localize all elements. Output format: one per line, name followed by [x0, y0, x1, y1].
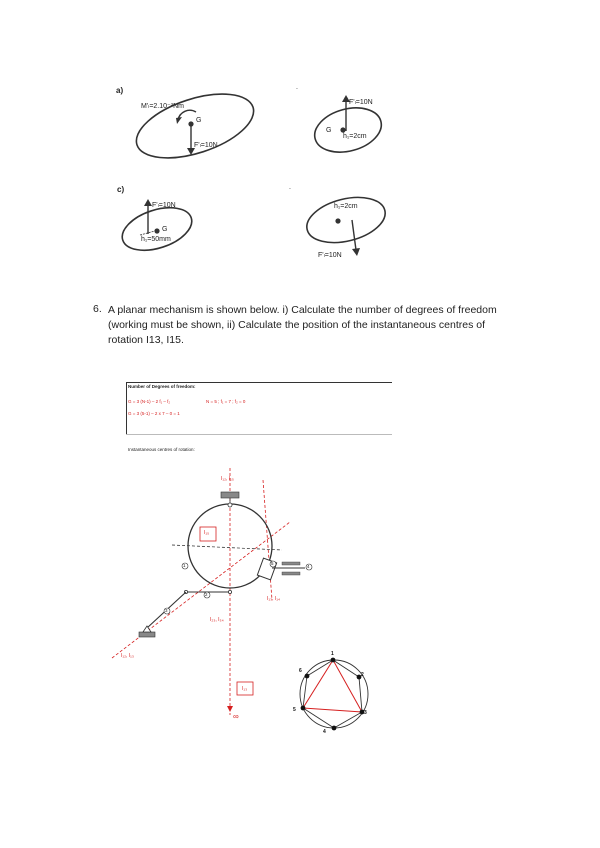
figure-c-right-h: h₁=2cm — [334, 203, 358, 210]
figure-c-left-h: h₁=50mm — [141, 236, 171, 243]
solution-box — [126, 382, 392, 434]
top-support — [221, 492, 239, 498]
diagonal-construction-line — [112, 522, 290, 658]
figure-c-separator-dot: . — [289, 184, 291, 191]
graph-node-2: 2 — [361, 672, 364, 678]
figure-a-left-g: G — [196, 117, 202, 124]
link-number-1: 1 — [183, 563, 186, 568]
bottom-support — [139, 632, 155, 637]
figure-a-left-moment: M'ₗ=2.10⁻³Nm — [141, 103, 184, 110]
graph-node-3: 3 — [364, 710, 367, 716]
label-i12-i13: I₁₂, I₁₃ — [121, 653, 134, 659]
figure-a-separator-dot: . — [296, 84, 298, 91]
label-i12-i15: I₁₂, I₁₅ — [221, 476, 234, 482]
link-number-5: 5 — [271, 561, 274, 566]
link-number-4: 4 — [307, 564, 310, 569]
dof-equation-params: N = 5 ; f₁ = 7 ; f₂ = 0 — [206, 399, 246, 404]
dof-equation-2: G = 3 (5-1) – 2 x 7 – 0 = 1 — [128, 411, 180, 416]
question-text: A planar mechanism is shown below. i) Calculate the number of degrees of freedom (working must be shown, ii) Calculate the position of the instantaneous centres of rotation I13, I15. — [108, 304, 497, 346]
label-infinity: ∞ — [233, 712, 239, 721]
ic-graph-circle — [300, 660, 368, 728]
link-number-2: 2 — [205, 592, 208, 597]
graph-node-6: 6 — [299, 668, 302, 674]
right-construction-line — [263, 480, 272, 600]
figure-c-right-body — [302, 190, 392, 262]
figure-a-right-body — [308, 92, 388, 158]
figure-a-label: a) — [116, 86, 124, 95]
label-box-i15: I₁₅ — [204, 530, 210, 536]
slider-guide-top — [282, 562, 300, 565]
figure-a-right-g: G — [326, 127, 332, 134]
slider-guide-bottom — [282, 572, 300, 575]
label-i13-i14: I₁₃, I₁₄ — [267, 596, 281, 602]
dof-equation-1: G = 3 (N-1) – 2 f₁ – f₂ — [128, 399, 171, 404]
figure-c-label: c) — [117, 185, 125, 194]
graph-node-5: 5 — [293, 707, 296, 713]
link-number-3: 3 — [165, 608, 168, 613]
figure-c-left-force: F'ₗ=10N — [152, 202, 176, 209]
dof-title: Number of Degrees of freedom: — [128, 384, 196, 389]
figure-a-right-force: F'ₗ=10N — [349, 99, 373, 106]
ic-title: Instantaneous centres of rotation: — [128, 447, 195, 452]
graph-node-4: 4 — [323, 729, 326, 735]
label-box-i13: I₁₃ — [242, 686, 248, 692]
figure-a-left-force: F'ₗ=10N — [194, 142, 218, 149]
figure-c-right-force: F'ₗ=10N — [318, 252, 342, 259]
figure-c-left-g: G — [162, 226, 168, 233]
label-i23-i34: I₂₃, I₃₄ — [210, 617, 224, 623]
graph-node-1: 1 — [331, 651, 334, 657]
ic-polygon-graph — [290, 650, 380, 740]
question-number: 6. — [93, 303, 102, 315]
figure-a-right-h: h₁=2cm — [343, 133, 367, 140]
